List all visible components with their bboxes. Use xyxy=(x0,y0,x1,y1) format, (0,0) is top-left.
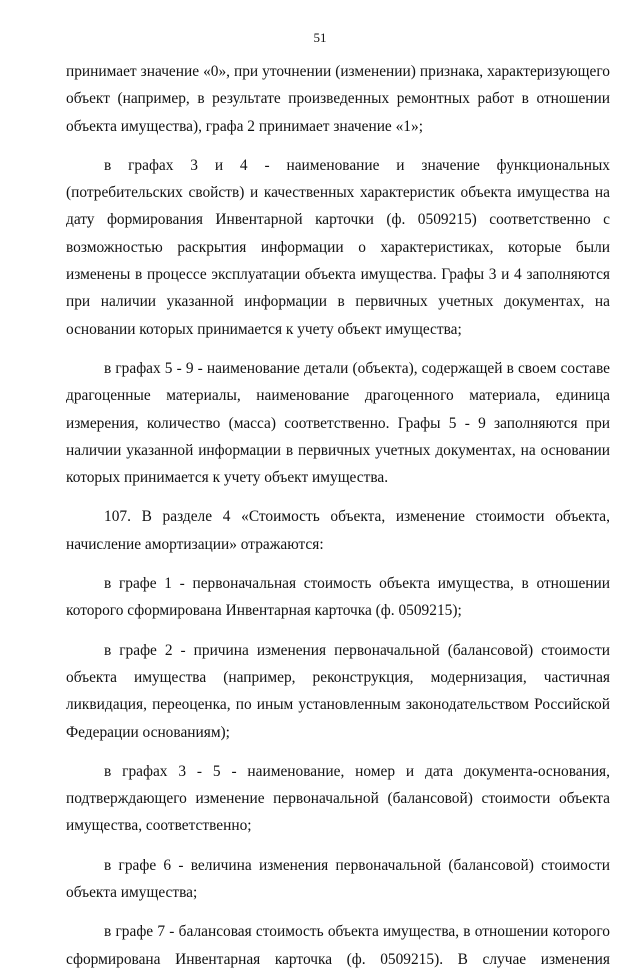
paragraph-graph-6: в графе 6 - величина изменения первоначальной (балансовой) стоимости объекта имущества; xyxy=(66,856,610,902)
paragraph-graphs-3-4: в графах 3 и 4 - наименование и значение функциональных (потребительских свойств) и качественных характеристик объекта имущества на дату формирования Инвентарной карточки (ф. 0509215) соответственно с возможностью раскрытия информации о характеристиках, которые были изменены в процессе эксплуатации объекта имущества. Графы 3 и 4 заполняются при наличии указанной информации в первичных учетных документах, на основании которых принимается к учету объект имущества; xyxy=(66,156,610,338)
page-number: 51 xyxy=(313,30,327,45)
paragraph-item-107: 107. В разделе 4 «Стоимость объекта, изменение стоимости объекта, начисление амортизации» отражаются: xyxy=(66,508,610,553)
document-body xyxy=(66,58,610,973)
paragraph-graph-1: в графе 1 - первоначальная стоимость объекта имущества, в отношении которого сформирована Инвентарная карточка (ф. 0509215); xyxy=(66,575,610,620)
paragraph-graph-7: в графе 7 - балансовая стоимость объекта имущества, в отношении которого сформирована Инвентарная карточка (ф. 0509215). В случае изменения xyxy=(66,923,610,968)
paragraph-graph-2: в графе 2 - причина изменения первоначальной (балансовой) стоимости объекта имущества (например, реконструкция, модернизация, частичная ликвидация, переоценка, по иным установленным законодательством Российской Федерации основаниям); xyxy=(66,641,610,741)
paragraph-graphs-5-9: в графах 5 - 9 - наименование детали (объекта), содержащей в своем составе драгоценные материалы, наименование драгоценного материала, единица измерения, количество (масса) соответственно. Графы 5 - 9 заполняются при наличии указанной информации в первичных учетных документах, на основании которых принимается к учету объект имущества. xyxy=(66,359,610,487)
paragraph-continuation: принимает значение «0», при уточнении (изменении) признака, характеризующего объект (например, в результате произведенных ремонтных работ в отношении объекта имущества), графа 2 принимает значение «1»; xyxy=(66,63,610,135)
paragraph-graphs-3-5: в графах 3 - 5 - наименование, номер и дата документа-основания, подтверждающего изменение первоначальной (балансовой) стоимости объекта имущества, соответственно; xyxy=(66,762,610,835)
